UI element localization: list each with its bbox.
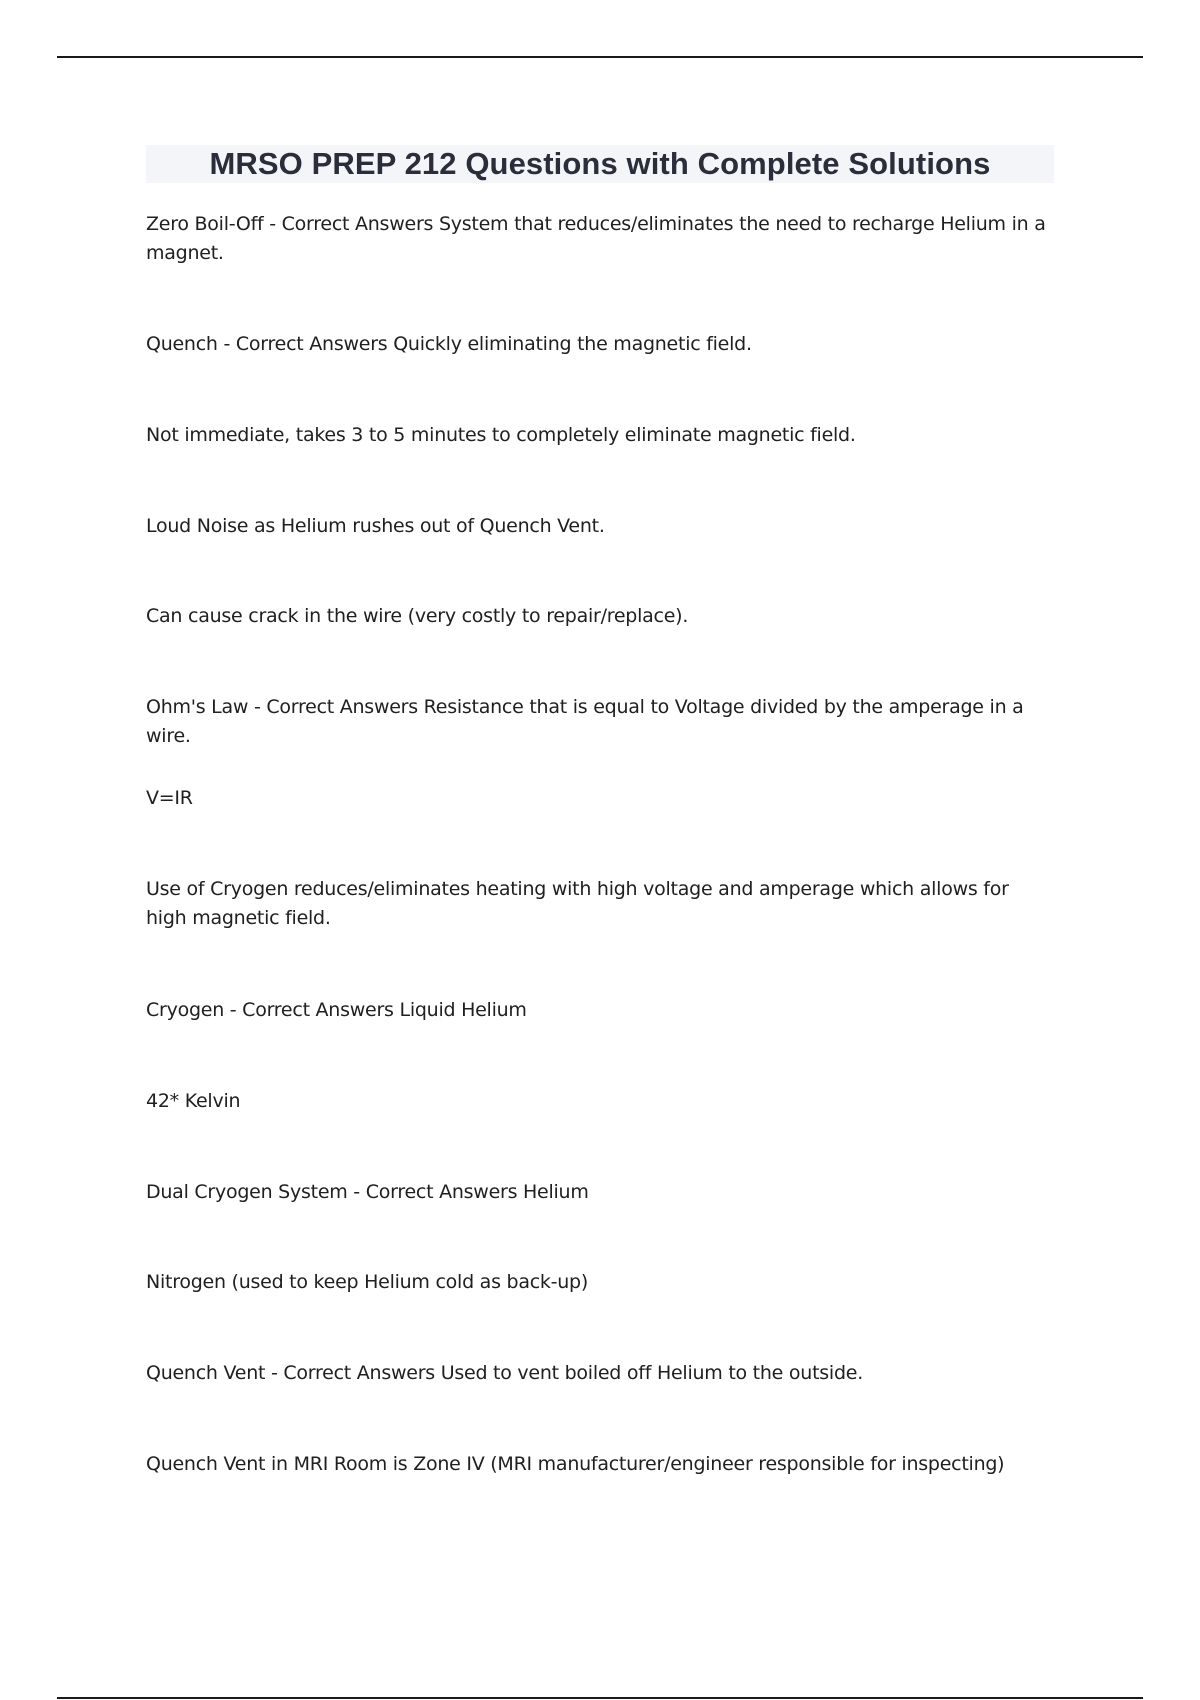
title-banner [146,145,1054,183]
list-item: Not immediate, takes 3 to 5 minutes to completely eliminate magnetic field. [146,424,856,446]
footer-rule [57,1697,1143,1699]
page-title: MRSO PREP 212 Questions with Complete Solutions [209,146,991,181]
list-item: Quench Vent in MRI Room is Zone IV (MRI manufacturer/engineer responsible for inspecting) [146,1453,1005,1475]
list-item: Use of Cryogen reduces/eliminates heating with high voltage and amperage which allows for high magnetic field. [146,878,1009,929]
list-item: Cryogen - Correct Answers Liquid Helium [146,999,527,1021]
header-rule [57,56,1143,58]
list-item: Zero Boil-Off - Correct Answers System that reduces/eliminates the need to recharge Helium in a magnet. [146,213,1046,264]
list-item: Quench - Correct Answers Quickly eliminating the magnetic field. [146,333,752,355]
list-item: Can cause crack in the wire (very costly to repair/replace). [146,605,689,627]
list-item: V=IR [146,787,193,809]
list-item: 42* Kelvin [146,1090,241,1112]
list-item: Dual Cryogen System - Correct Answers Helium [146,1181,589,1203]
list-item: Loud Noise as Helium rushes out of Quench Vent. [146,515,605,537]
list-item: Ohm's Law - Correct Answers Resistance that is equal to Voltage divided by the amperage in a wire. [146,696,1024,747]
list-item: Quench Vent - Correct Answers Used to vent boiled off Helium to the outside. [146,1362,863,1384]
list-item: Nitrogen (used to keep Helium cold as back-up) [146,1271,589,1293]
